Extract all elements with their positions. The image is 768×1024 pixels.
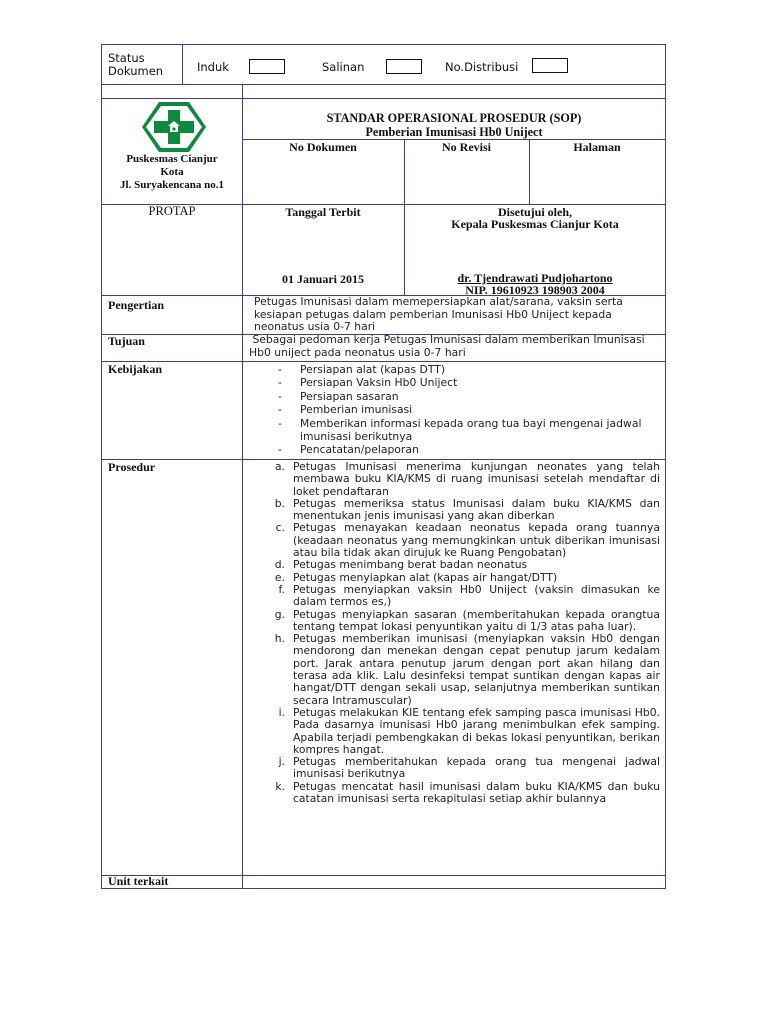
pengertian-text: Petugas Imunisasi dalam memepersiapkan alat/sarana, vaksin serta kesiapan petugas dalam pemberian Imunisasi Hb0 Uniject kepada neonatus usia 0-7 hari [254,295,623,334]
list-item: a. Petugas Imunisasi menerima kunjungan neonates yang telah membawa buku KIA/KMS di ruang imunisasi setelah mendaftar di loket pendaftaran [274,460,660,498]
salinan-box [386,59,422,74]
list-item: f. Petugas menyiapkan vaksin Hb0 Uniject (vaksin dimasukan ke dalam termos es,) [278,582,660,609]
tanggal-terbit-value: 01 Januari 2015 [281,272,364,286]
list-item: g. Petugas menyiapkan sasaran (memberitahukan kepada orangtua tentang tempat lokasi penyuntikan yaitu di 1/3 atas paha luar). [274,607,660,633]
distribusi-label: No.Distribusi [445,60,519,74]
status-dokumen-label: Status Dokumen [108,51,164,78]
org-address: Jl. Suryakencana no.1 [120,179,224,191]
list-item: e. Petugas menyiapkan alat (kapas air hangat/DTT) [274,570,558,584]
list-item: j. Petugas memberitahukan kepada orang tua mengenai jadwal imunisasi berikutnya [278,755,660,781]
salinan-label: Salinan [322,60,365,74]
org-name: Puskesmas Cianjur Kota [126,153,218,178]
tanggal-terbit-label: Tanggal Terbit [285,205,361,219]
unit-terkait-label: Unit terkait [108,874,169,888]
induk-box [249,59,285,74]
no-dokumen-label: No Dokumen [289,140,357,154]
list-item: b. Petugas memeriksa status Imunisasi dalam buku KIA/KMS dan menentukan jenis imunisasi yang akan diberkan [274,496,660,523]
list-item: - Persiapan Vaksin Hb0 Uniject [278,376,458,390]
pengertian-label: Pengertian [108,298,164,312]
distribusi-box [532,58,568,73]
list-item: d. Petugas menimbang berat badan neonatus [274,558,528,572]
tujuan-label: Tujuan [108,334,145,348]
sop-title: STANDAR OPERASIONAL PROSEDUR (SOP) [326,111,582,125]
list-item: h. Petugas memberikan imunisasi (menyiapkan vaksin Hb0 dengan mendorong dan menekan dengan cepat penutup jarum kedalam port. Jarak antara penutup jarum dengan port akan hilang dan terasa ada klik. Lalu desinfeksi tempat suntikan dengan kapas air hangat/DTT dengan sekali usap, selanjutnya memberikan suntikan secara Intramuscular) [274,632,660,707]
list-item: - Pemberian imunisasi [278,403,413,417]
tujuan-text: Sebagai pedoman kerja Petugas Imunisasi dalam memberikan Imunisasi Hb0 uniject pada neonatus usia 0-7 hari [249,333,649,359]
halaman-label: Halaman [573,140,621,154]
induk-label: Induk [197,60,229,74]
list-item: c. Petugas menayakan keadaan neonatus kepada orang tuannya (keadaan neonatus yang memungkinkan untuk diberikan imunisasi atau bila tidak akan dirujuk ke Ruang Pengobatan) [275,521,660,560]
no-revisi-label: No Revisi [442,140,491,154]
list-item: - Persiapan alat (kapas DTT) [278,363,446,376]
kebijakan-list [276,363,658,457]
prosedur-list [271,461,660,805]
signer-name: dr. Tjendrawati Pudjohartono [457,271,613,285]
protap-label: PROTAP [148,204,196,218]
puskesmas-logo-icon [141,101,207,153]
prosedur-label: Prosedur [108,460,156,474]
kebijakan-label: Kebijakan [108,362,163,376]
signer-nip: NIP. 19610923 198903 2004 [465,283,605,297]
list-item: i. Petugas melakukan KIE tentang efek samping pasca imunisasi Hb0. Pada dasarnya imunisasi Hb0 jarang menimbulkan efek samping. Apabila terjadi pembengkakan di bekas lokasi penyuntikan, berikan kompres hangat. [278,705,660,756]
list-item: - Memberikan informasi kepada orang tua bayi mengenai jadwal imunisasi berikutnya [278,416,642,444]
list-item: k. Petugas mencatat hasil imunisasi dalam buku KIA/KMS dan buku catatan imunisasi serta rekapitulasi setiap akhir bulannya [275,779,660,806]
disetujui-label: Disetujui oleh, [497,205,572,219]
list-item: - Pencatatan/pelaporan [278,443,419,457]
sop-subtitle: Pemberian Imunisasi Hb0 Uniject [365,125,543,139]
approver-title: Kepala Puskesmas Cianjur Kota [451,217,619,231]
list-item: - Persiapan sasaran [278,389,399,403]
